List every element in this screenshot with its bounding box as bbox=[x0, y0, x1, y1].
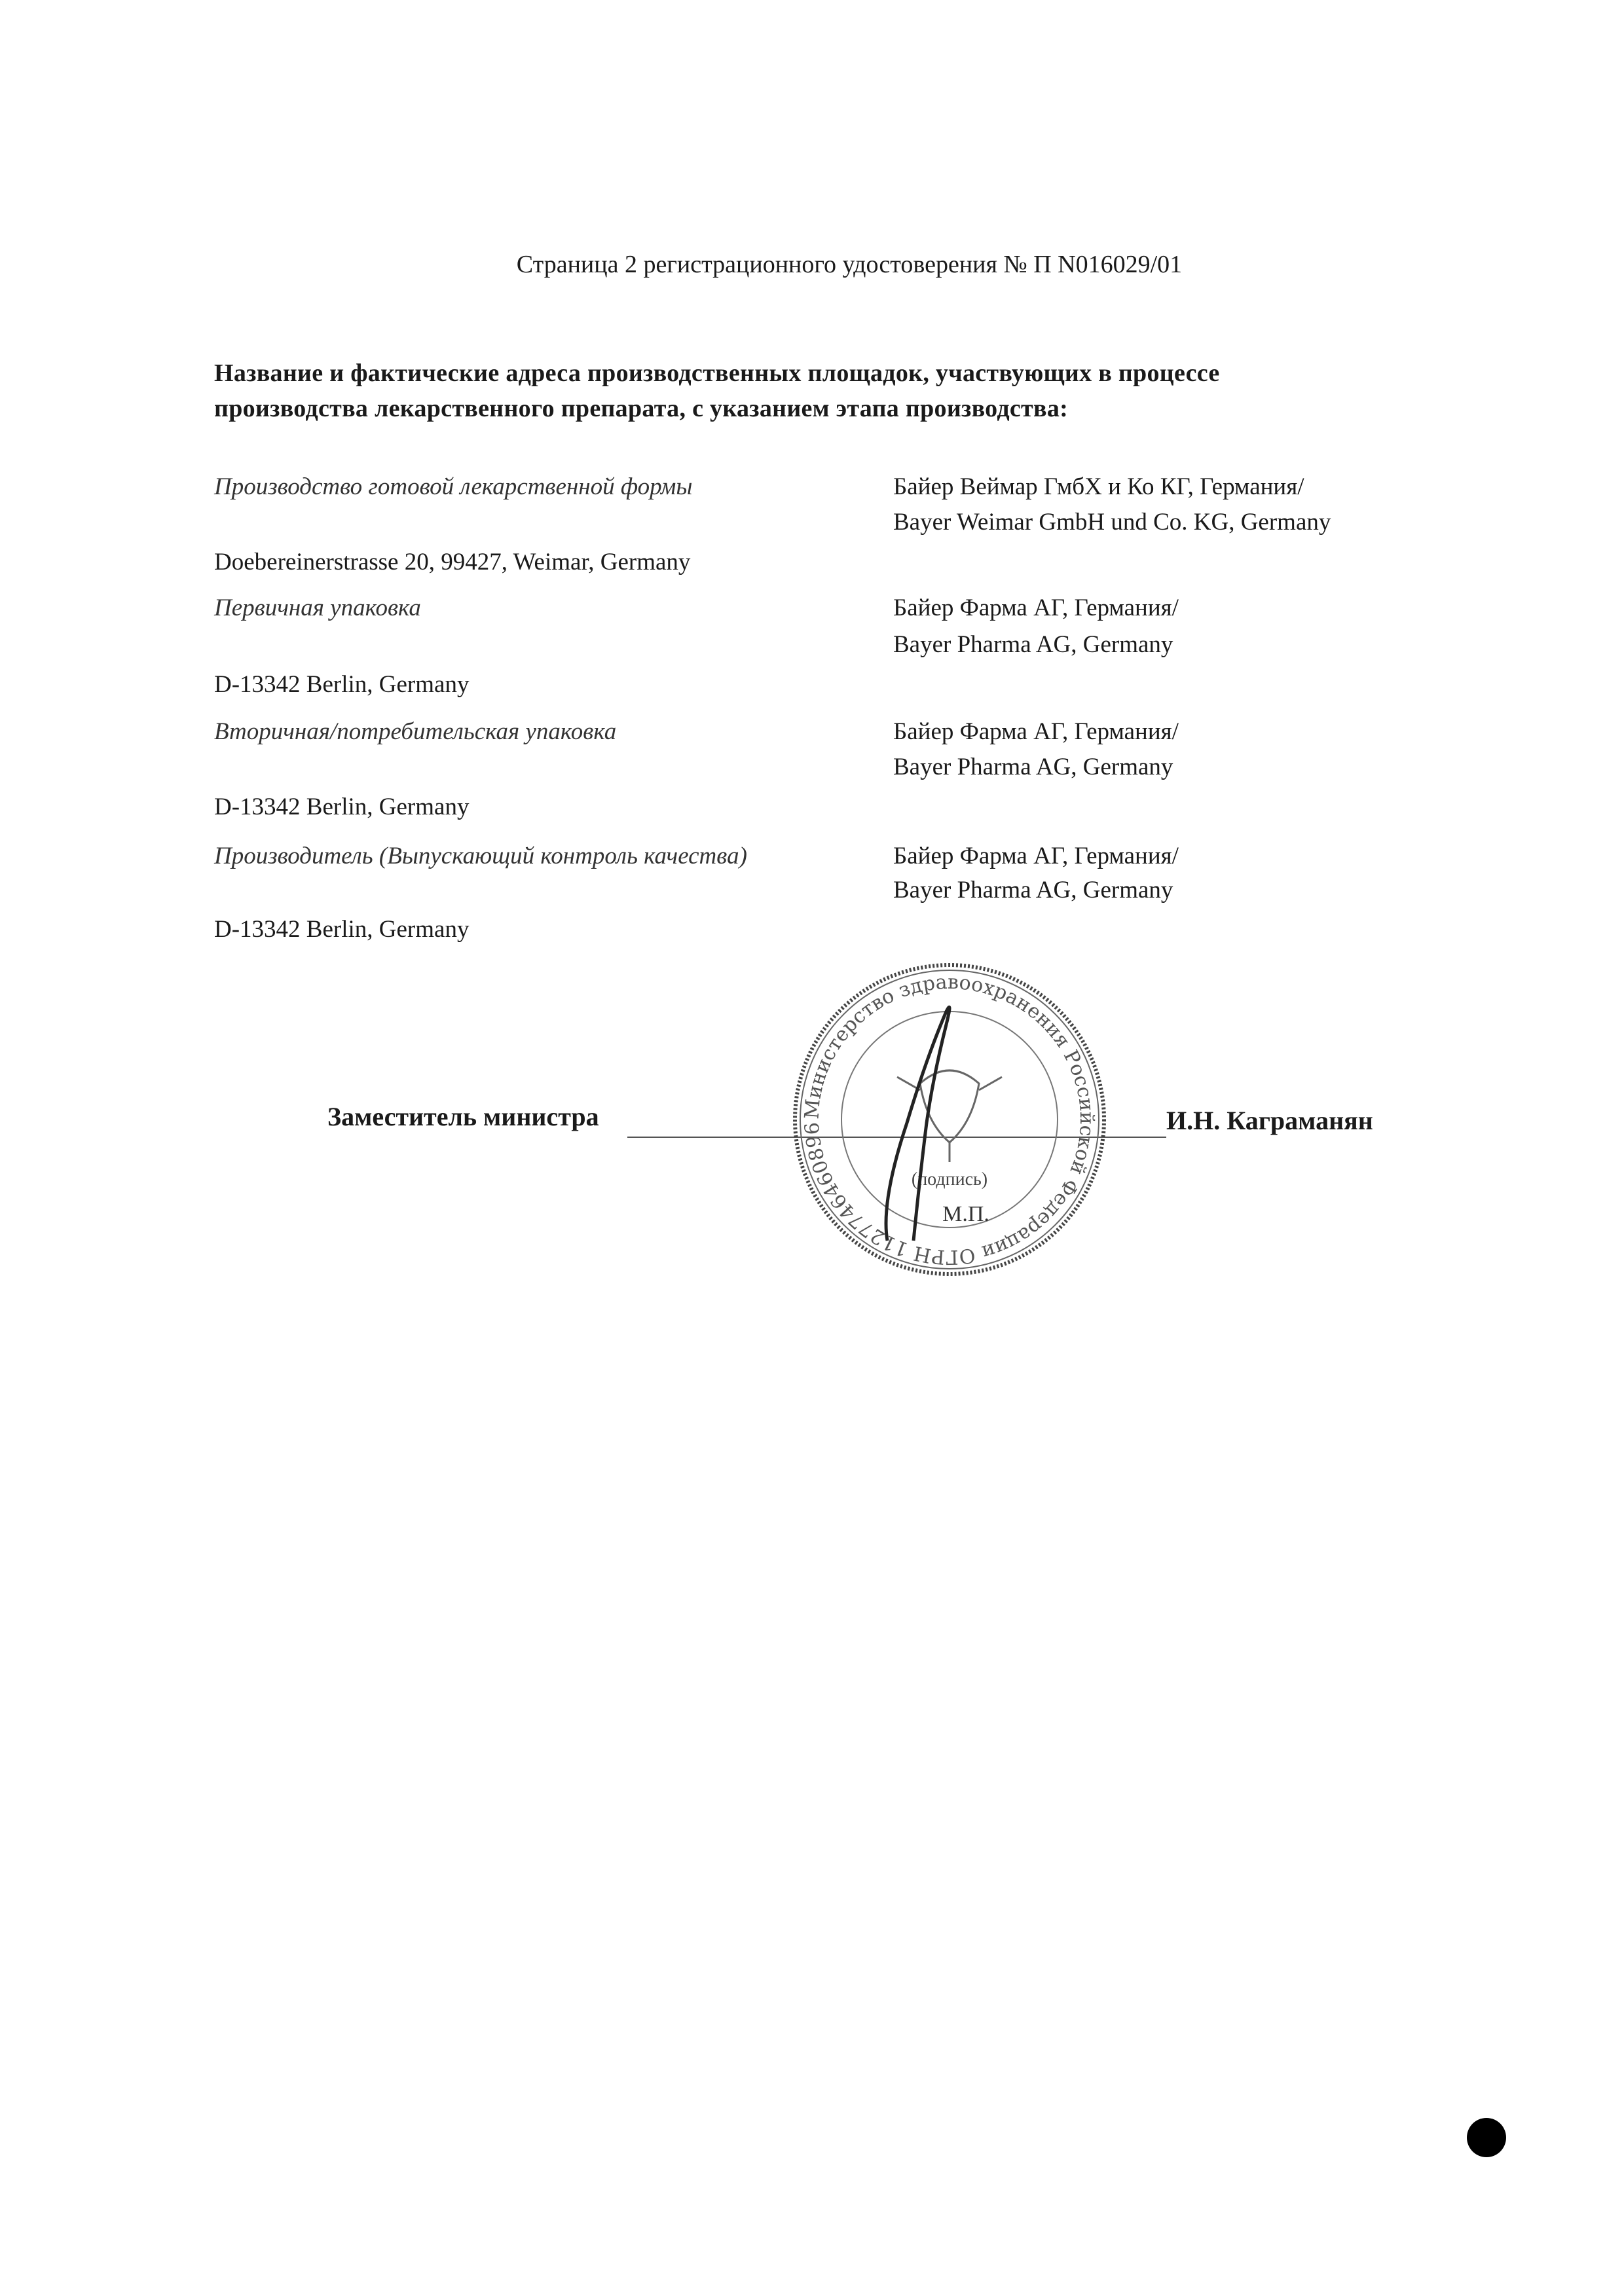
section-heading-line2: производства лекарственного препарата, с указанием этапа производства: bbox=[214, 395, 1069, 422]
coat-of-arms-icon bbox=[897, 1070, 1002, 1162]
signer-name: И.Н. Каграманян bbox=[1166, 1106, 1373, 1135]
site-address: D-13342 Berlin, Germany bbox=[214, 793, 470, 820]
signer-position: Заместитель министра bbox=[327, 1102, 599, 1131]
site-stage: Вторичная/потребительская упаковка bbox=[214, 718, 617, 745]
site-name-ru: Байер Фарма АГ, Германия/ bbox=[893, 843, 1179, 869]
site-name-en: Bayer Weimar GmbH und Co. KG, Germany bbox=[893, 509, 1331, 536]
site-name-ru: Байер Фарма АГ, Германия/ bbox=[893, 594, 1179, 621]
site-name-ru: Байер Веймар ГмбХ и Ко КГ, Германия/ bbox=[893, 473, 1304, 500]
official-seal-stamp bbox=[789, 959, 1110, 1280]
site-name-en: Bayer Pharma AG, Germany bbox=[893, 877, 1173, 903]
stamp-subscript: (подпись) bbox=[911, 1169, 988, 1190]
site-address: Doebereinerstrasse 20, 99427, Weimar, Germany bbox=[214, 549, 691, 575]
site-stage: Первичная упаковка bbox=[214, 594, 421, 621]
site-name-en: Bayer Pharma AG, Germany bbox=[893, 754, 1173, 780]
site-address: D-13342 Berlin, Germany bbox=[214, 916, 470, 943]
site-stage: Производитель (Выпускающий контроль качества) bbox=[214, 843, 747, 869]
svg-text:Министерство здравоохранения Р: Министерство здравоохранения Российской Федерации ОГРН 1127746460896 bbox=[800, 970, 1099, 1269]
site-stage: Производство готовой лекарственной формы bbox=[214, 473, 693, 500]
section-heading-line1: Название и фактические адреса производственных площадок, участвующих в процессе bbox=[214, 359, 1220, 387]
site-name-ru: Байер Фарма АГ, Германия/ bbox=[893, 718, 1179, 745]
site-address: D-13342 Berlin, Germany bbox=[214, 671, 470, 698]
site-name-en: Bayer Pharma AG, Germany bbox=[893, 631, 1173, 658]
handwritten-signature bbox=[886, 1007, 950, 1241]
black-dot-mark bbox=[1467, 2118, 1506, 2157]
stamp-mp: М.П. bbox=[942, 1202, 989, 1226]
page-title: Страница 2 регистрационного удостоверения № П N016029/01 bbox=[516, 251, 1183, 278]
